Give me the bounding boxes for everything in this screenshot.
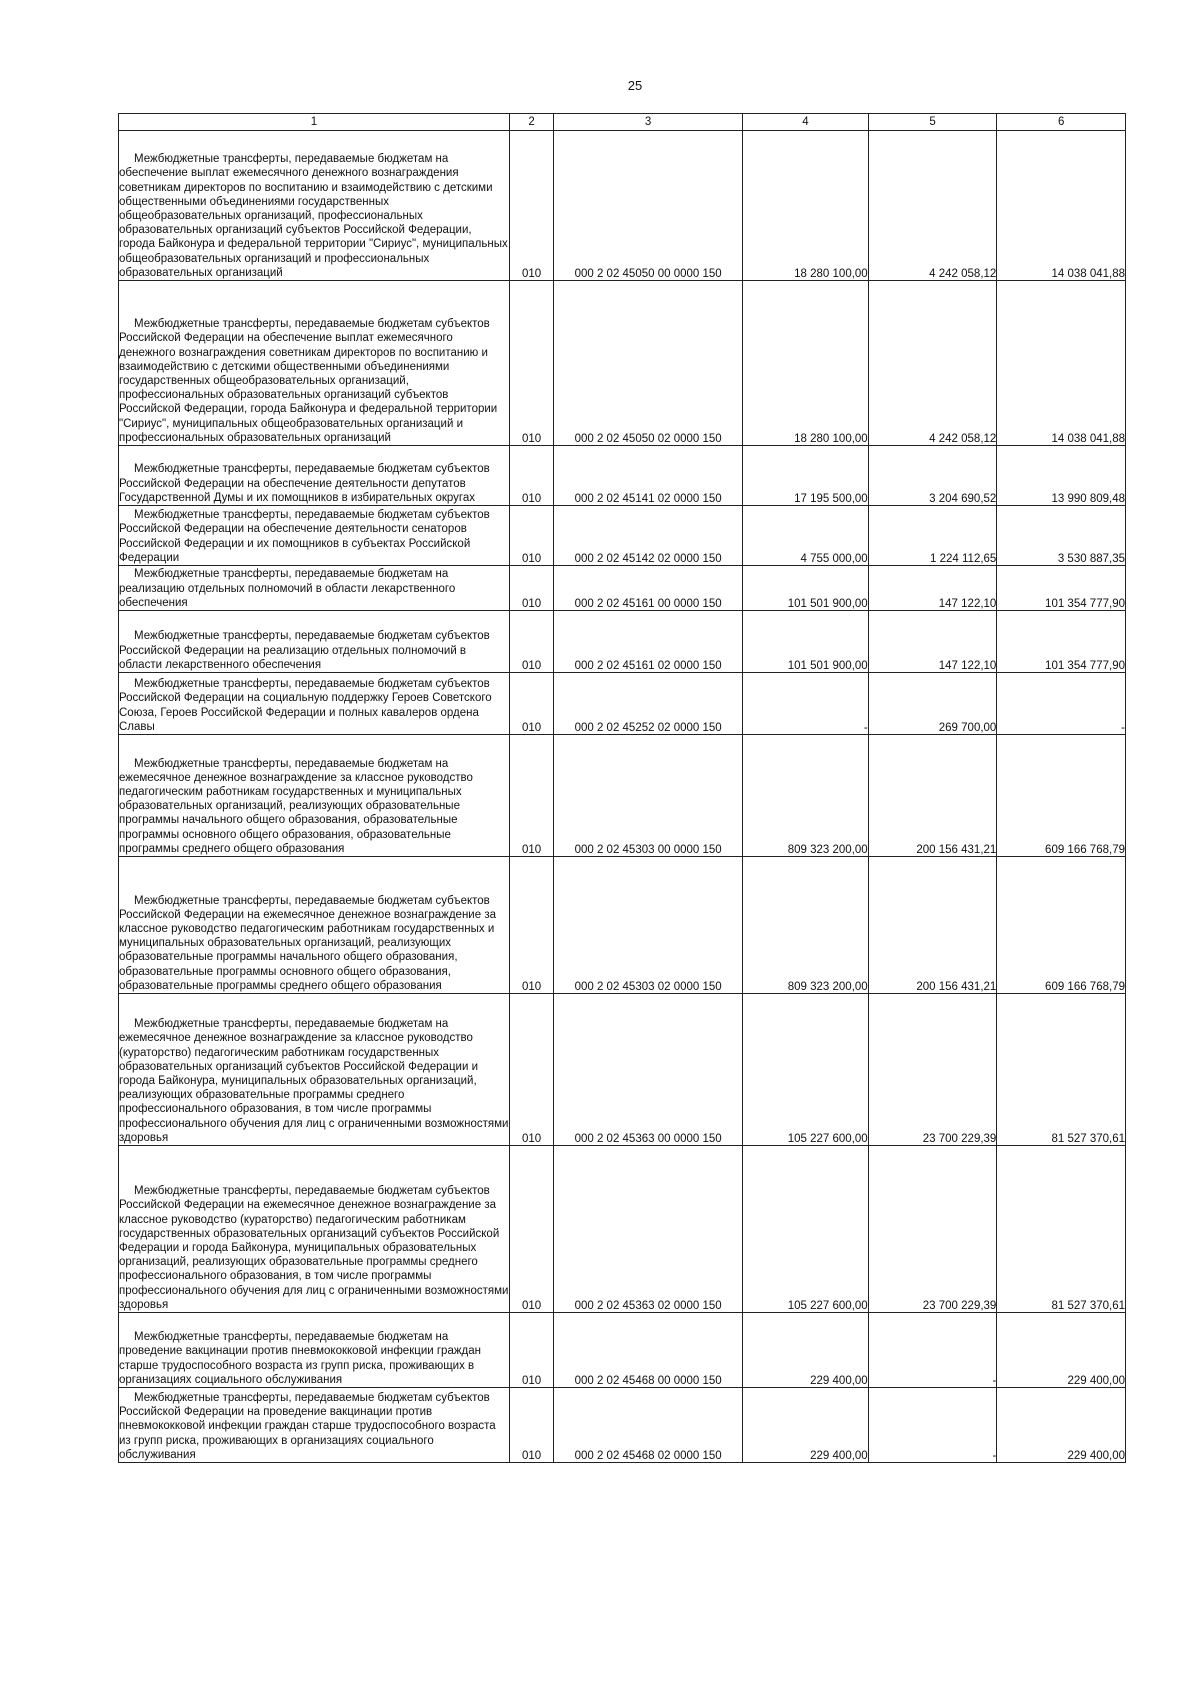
column-number-3: 3 [554, 114, 743, 131]
row-unexecuted-amount: 14 038 041,88 [997, 131, 1126, 281]
row-executed-amount: 147 122,10 [868, 611, 997, 673]
row-approved-amount: 229 400,00 [743, 1313, 869, 1388]
row-line-code: 010 [509, 506, 553, 566]
row-line-code: 010 [509, 611, 553, 673]
row-unexecuted-amount: 14 038 041,88 [997, 281, 1126, 446]
row-kbk-code: 000 2 02 45363 00 0000 150 [554, 994, 743, 1146]
row-unexecuted-amount: 13 990 809,48 [997, 446, 1126, 506]
row-line-code: 010 [509, 131, 553, 281]
row-kbk-code: 000 2 02 45161 02 0000 150 [554, 611, 743, 673]
row-line-code: 010 [509, 1388, 553, 1463]
row-description: Межбюджетные трансферты, передаваемые бюджетам на обеспечение выплат ежемесячного денежного вознаграждения советникам директоров по воспитанию и взаимодействию с детскими общественными объединениями государственных общеобразовательных организаций, профессиональных образовательных организаций субъектов Российской Федерации, города Байконура и федеральной территории "Сириус", муниципальных общеобразовательных организаций и профессиональных образовательных организаций [119, 131, 510, 281]
table-row [119, 1146, 1126, 1313]
row-kbk-code: 000 2 02 45468 02 0000 150 [554, 1388, 743, 1463]
row-approved-amount: 105 227 600,00 [743, 1146, 869, 1313]
table-row [119, 857, 1126, 994]
row-approved-amount: 229 400,00 [743, 1388, 869, 1463]
table-row [119, 281, 1126, 446]
table-row [119, 506, 1126, 566]
page-number: 25 [627, 78, 643, 93]
row-unexecuted-amount: 101 354 777,90 [997, 566, 1126, 611]
table-row [119, 1313, 1126, 1388]
table-row [119, 131, 1126, 281]
column-number-1: 1 [119, 114, 510, 131]
row-executed-amount: 200 156 431,21 [868, 735, 997, 857]
row-kbk-code: 000 2 02 45303 02 0000 150 [554, 857, 743, 994]
row-approved-amount: 18 280 100,00 [743, 281, 869, 446]
row-kbk-code: 000 2 02 45161 00 0000 150 [554, 566, 743, 611]
row-approved-amount: 105 227 600,00 [743, 994, 869, 1146]
row-description: Межбюджетные трансферты, передаваемые бюджетам на проведение вакцинации против пневмококковой инфекции граждан старше трудоспособного возраста из групп риска, проживающих в организациях социального обслуживания [119, 1313, 510, 1388]
table-row [119, 566, 1126, 611]
column-number-6: 6 [997, 114, 1126, 131]
row-approved-amount: 17 195 500,00 [743, 446, 869, 506]
row-line-code: 010 [509, 857, 553, 994]
row-executed-amount: - [868, 1388, 997, 1463]
row-line-code: 010 [509, 673, 553, 735]
row-kbk-code: 000 2 02 45252 02 0000 150 [554, 673, 743, 735]
row-description: Межбюджетные трансферты, передаваемые бюджетам субъектов Российской Федерации на социальную поддержку Героев Советского Союза, Героев Российской Федерации и полных кавалеров ордена Славы [119, 673, 510, 735]
column-number-5: 5 [868, 114, 997, 131]
row-approved-amount: 101 501 900,00 [743, 566, 869, 611]
row-line-code: 010 [509, 735, 553, 857]
table-row [119, 446, 1126, 506]
row-executed-amount: 23 700 229,39 [868, 1146, 997, 1313]
row-executed-amount: 23 700 229,39 [868, 994, 997, 1146]
row-unexecuted-amount: 609 166 768,79 [997, 735, 1126, 857]
row-kbk-code: 000 2 02 45142 02 0000 150 [554, 506, 743, 566]
row-executed-amount: 200 156 431,21 [868, 857, 997, 994]
column-number-4: 4 [743, 114, 869, 131]
row-unexecuted-amount: 609 166 768,79 [997, 857, 1126, 994]
column-numbers-row [119, 114, 1126, 131]
row-unexecuted-amount: - [997, 673, 1126, 735]
row-description: Межбюджетные трансферты, передаваемые бюджетам субъектов Российской Федерации на обеспечение деятельности сенаторов Российской Федерации и их помощников в субъектах Российской Федерации [119, 506, 510, 566]
row-line-code: 010 [509, 281, 553, 446]
row-description: Межбюджетные трансферты, передаваемые бюджетам субъектов Российской Федерации на ежемесячное денежное вознаграждение за классное руководство (кураторство) педагогическим работникам государственных образовательных организаций субъектов Российской Федерации и города Байконура, муниципальных образовательных организаций, реализующих образовательные программы среднего профессионального образования, в том числе программы профессионального обучения для лиц с ограниченными возможностями здоровья [119, 1146, 510, 1313]
row-kbk-code: 000 2 02 45141 02 0000 150 [554, 446, 743, 506]
budget-table [118, 113, 1126, 1463]
row-line-code: 010 [509, 566, 553, 611]
row-unexecuted-amount: 81 527 370,61 [997, 994, 1126, 1146]
table-row [119, 735, 1126, 857]
row-executed-amount: - [868, 1313, 997, 1388]
row-kbk-code: 000 2 02 45363 02 0000 150 [554, 1146, 743, 1313]
table-row [119, 1388, 1126, 1463]
row-description: Межбюджетные трансферты, передаваемые бюджетам на ежемесячное денежное вознаграждение за классное руководство педагогическим работникам государственных и муниципальных образовательных организаций, реализующих образовательные программы начального общего образования, образовательные программы основного общего образования, образовательные программы среднего общего образования [119, 735, 510, 857]
row-kbk-code: 000 2 02 45050 00 0000 150 [554, 131, 743, 281]
row-description: Межбюджетные трансферты, передаваемые бюджетам субъектов Российской Федерации на обеспечение деятельности депутатов Государственной Думы и их помощников в избирательных округах [119, 446, 510, 506]
row-approved-amount: 809 323 200,00 [743, 857, 869, 994]
row-approved-amount: 101 501 900,00 [743, 611, 869, 673]
column-number-2: 2 [509, 114, 553, 131]
row-unexecuted-amount: 229 400,00 [997, 1313, 1126, 1388]
row-description: Межбюджетные трансферты, передаваемые бюджетам субъектов Российской Федерации на ежемесячное денежное вознаграждение за классное руководство педагогическим работникам государственных и муниципальных образовательных организаций, реализующих образовательные программы начального общего образования, образовательные программы основного общего образования, образовательные программы среднего общего образования [119, 857, 510, 994]
row-unexecuted-amount: 101 354 777,90 [997, 611, 1126, 673]
row-executed-amount: 147 122,10 [868, 566, 997, 611]
row-unexecuted-amount: 81 527 370,61 [997, 1146, 1126, 1313]
row-executed-amount: 3 204 690,52 [868, 446, 997, 506]
row-line-code: 010 [509, 446, 553, 506]
row-description: Межбюджетные трансферты, передаваемые бюджетам субъектов Российской Федерации на проведение вакцинации против пневмококковой инфекции граждан старше трудоспособного возраста из групп риска, проживающих в организациях социального обслуживания [119, 1388, 510, 1463]
row-line-code: 010 [509, 1313, 553, 1388]
row-executed-amount: 4 242 058,12 [868, 281, 997, 446]
row-description: Межбюджетные трансферты, передаваемые бюджетам субъектов Российской Федерации на реализацию отдельных полномочий в области лекарственного обеспечения [119, 611, 510, 673]
row-approved-amount: 18 280 100,00 [743, 131, 869, 281]
row-approved-amount: 809 323 200,00 [743, 735, 869, 857]
table-row [119, 611, 1126, 673]
row-unexecuted-amount: 3 530 887,35 [997, 506, 1126, 566]
row-line-code: 010 [509, 994, 553, 1146]
row-description: Межбюджетные трансферты, передаваемые бюджетам на ежемесячное денежное вознаграждение за классное руководство (кураторство) педагогическим работникам государственных образовательных организаций субъектов Российской Федерации и города Байконура, муниципальных образовательных организаций, реализующих образовательные программы среднего профессионального образования, в том числе программы профессионального обучения для лиц с ограниченными возможностями здоровья [119, 994, 510, 1146]
row-description: Межбюджетные трансферты, передаваемые бюджетам субъектов Российской Федерации на обеспечение выплат ежемесячного денежного вознаграждения советникам директоров по воспитанию и взаимодействию с детскими общественными объединениями государственных общеобразовательных организаций, профессиональных образовательных организаций субъектов Российской Федерации, города Байконура и федеральной территории "Сириус", муниципальных общеобразовательных организаций и профессиональных образовательных организаций [119, 281, 510, 446]
row-kbk-code: 000 2 02 45050 02 0000 150 [554, 281, 743, 446]
row-approved-amount: - [743, 673, 869, 735]
row-executed-amount: 4 242 058,12 [868, 131, 997, 281]
row-kbk-code: 000 2 02 45303 00 0000 150 [554, 735, 743, 857]
row-approved-amount: 4 755 000,00 [743, 506, 869, 566]
table-row [119, 994, 1126, 1146]
row-unexecuted-amount: 229 400,00 [997, 1388, 1126, 1463]
table-row [119, 673, 1126, 735]
row-description: Межбюджетные трансферты, передаваемые бюджетам на реализацию отдельных полномочий в области лекарственного обеспечения [119, 566, 510, 611]
row-executed-amount: 1 224 112,65 [868, 506, 997, 566]
row-kbk-code: 000 2 02 45468 00 0000 150 [554, 1313, 743, 1388]
row-line-code: 010 [509, 1146, 553, 1313]
row-executed-amount: 269 700,00 [868, 673, 997, 735]
